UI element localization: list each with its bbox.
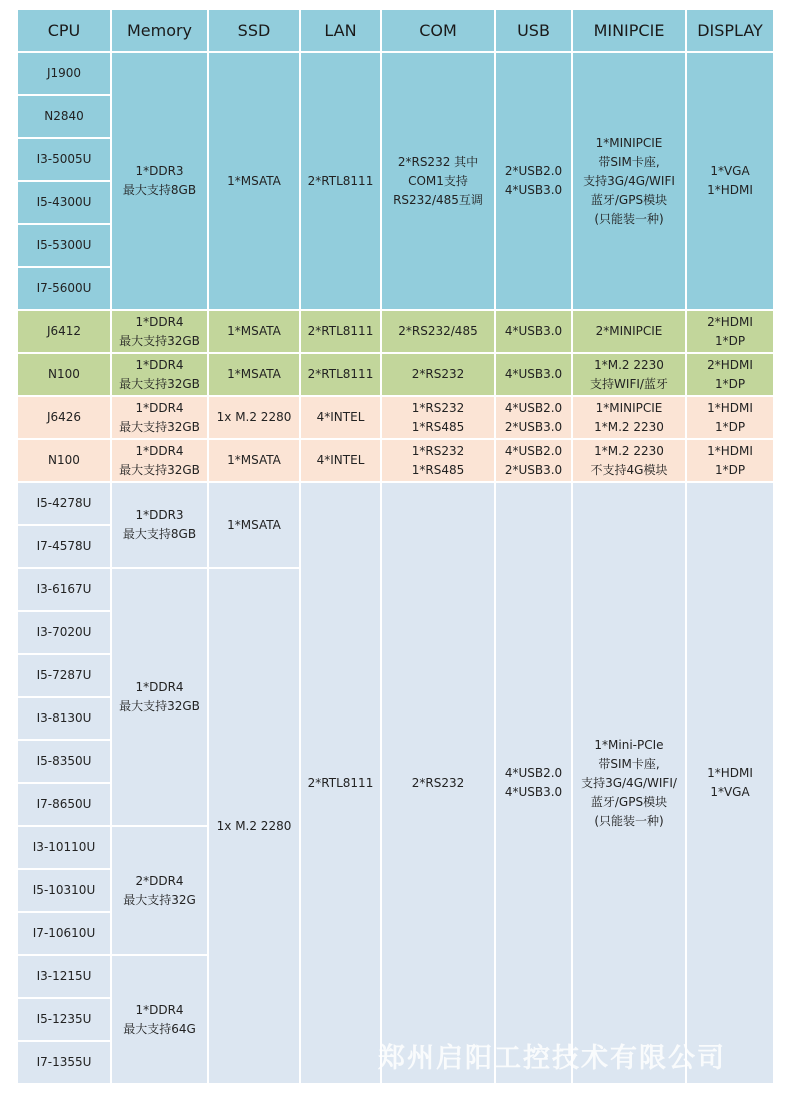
usb-cell: 4*USB3.0 — [496, 311, 571, 352]
display-cell: 2*HDMI 1*DP — [687, 311, 773, 352]
cpu-cell: I7-1355U — [18, 1042, 110, 1083]
table-row — [18, 440, 773, 481]
memory-cell: 1*DDR4 最大支持32GB — [112, 397, 207, 438]
ssd-cell: 1*MSATA — [209, 53, 299, 309]
header-memory: Memory — [112, 10, 207, 51]
cpu-cell: J1900 — [18, 53, 110, 94]
cpu-cell: I3-6167U — [18, 569, 110, 610]
com-cell: 2*RS232 其中 COM1支持 RS232/485互调 — [382, 53, 494, 309]
memory-cell: 1*DDR4 最大支持64G — [112, 956, 207, 1083]
minipcie-cell: 1*MINIPCIE 1*M.2 2230 — [573, 397, 685, 438]
spec-table — [16, 8, 775, 1085]
memory-cell: 1*DDR3 最大支持8GB — [112, 53, 207, 309]
cpu-cell: J6426 — [18, 397, 110, 438]
minipcie-cell: 1*M.2 2230 不支持4G模块 — [573, 440, 685, 481]
cpu-cell: I5-10310U — [18, 870, 110, 911]
company-watermark: 郑州启阳工控技术有限公司 — [378, 1043, 726, 1074]
header-com: COM — [382, 10, 494, 51]
com-cell: 2*RS232/485 — [382, 311, 494, 352]
cpu-cell: I3-10110U — [18, 827, 110, 868]
cpu-cell: I7-10610U — [18, 913, 110, 954]
header-ssd: SSD — [209, 10, 299, 51]
cpu-cell: J6412 — [18, 311, 110, 352]
com-cell: 1*RS232 1*RS485 — [382, 397, 494, 438]
cpu-cell: I3-8130U — [18, 698, 110, 739]
cpu-cell: N2840 — [18, 96, 110, 137]
memory-cell: 1*DDR4 最大支持32GB — [112, 569, 207, 825]
lan-cell: 4*INTEL — [301, 440, 380, 481]
usb-cell: 4*USB2.0 2*USB3.0 — [496, 397, 571, 438]
usb-cell: 2*USB2.0 4*USB3.0 — [496, 53, 571, 309]
cpu-cell: I7-5600U — [18, 268, 110, 309]
table-row — [18, 53, 773, 94]
memory-cell: 1*DDR4 最大支持32GB — [112, 354, 207, 395]
header-lan: LAN — [301, 10, 380, 51]
memory-cell: 1*DDR3 最大支持8GB — [112, 483, 207, 567]
com-cell: 1*RS232 1*RS485 — [382, 440, 494, 481]
ssd-cell: 1x M.2 2280 — [209, 397, 299, 438]
header-row — [18, 10, 773, 51]
ssd-cell: 1*MSATA — [209, 354, 299, 395]
display-cell: 1*HDMI 1*DP — [687, 397, 773, 438]
lan-cell: 4*INTEL — [301, 397, 380, 438]
cpu-cell: I5-5300U — [18, 225, 110, 266]
memory-cell: 1*DDR4 最大支持32GB — [112, 440, 207, 481]
display-cell: 1*HDMI 1*VGA — [687, 483, 773, 1083]
table-row — [18, 354, 773, 395]
minipcie-cell: 1*MINIPCIE 带SIM卡座, 支持3G/4G/WIFI 蓝牙/GPS模块 (只能装一种) — [573, 53, 685, 309]
header-usb: USB — [496, 10, 571, 51]
cpu-cell: I5-1235U — [18, 999, 110, 1040]
cpu-cell: I7-4578U — [18, 526, 110, 567]
display-cell: 1*HDMI 1*DP — [687, 440, 773, 481]
table-row — [18, 311, 773, 352]
memory-cell: 2*DDR4 最大支持32G — [112, 827, 207, 954]
cpu-cell: I3-1215U — [18, 956, 110, 997]
ssd-cell: 1*MSATA — [209, 483, 299, 567]
com-cell: 2*RS232 — [382, 483, 494, 1083]
cpu-cell: I3-5005U — [18, 139, 110, 180]
ssd-cell: 1x M.2 2280 — [209, 569, 299, 1083]
cpu-cell: I5-4300U — [18, 182, 110, 223]
table-row — [18, 397, 773, 438]
cpu-cell: I5-4278U — [18, 483, 110, 524]
com-cell: 2*RS232 — [382, 354, 494, 395]
cpu-cell: N100 — [18, 354, 110, 395]
cpu-cell: N100 — [18, 440, 110, 481]
minipcie-cell: 1*Mini-PCIe 带SIM卡座, 支持3G/4G/WIFI/ 蓝牙/GPS模块 (只能装一种) — [573, 483, 685, 1083]
cpu-cell: I7-8650U — [18, 784, 110, 825]
cpu-cell: I3-7020U — [18, 612, 110, 653]
display-cell: 2*HDMI 1*DP — [687, 354, 773, 395]
header-display: DISPLAY — [687, 10, 773, 51]
lan-cell: 2*RTL8111 — [301, 483, 380, 1083]
cpu-cell: I5-7287U — [18, 655, 110, 696]
lan-cell: 2*RTL8111 — [301, 311, 380, 352]
cpu-cell: I5-8350U — [18, 741, 110, 782]
usb-cell: 4*USB3.0 — [496, 354, 571, 395]
lan-cell: 2*RTL8111 — [301, 354, 380, 395]
ssd-cell: 1*MSATA — [209, 311, 299, 352]
header-cpu: CPU — [18, 10, 110, 51]
usb-cell: 4*USB2.0 2*USB3.0 — [496, 440, 571, 481]
lan-cell: 2*RTL8111 — [301, 53, 380, 309]
minipcie-cell: 1*M.2 2230 支持WIFI/蓝牙 — [573, 354, 685, 395]
display-cell: 1*VGA 1*HDMI — [687, 53, 773, 309]
header-minipcie: MINIPCIE — [573, 10, 685, 51]
ssd-cell: 1*MSATA — [209, 440, 299, 481]
minipcie-cell: 2*MINIPCIE — [573, 311, 685, 352]
memory-cell: 1*DDR4 最大支持32GB — [112, 311, 207, 352]
table-row — [18, 483, 773, 524]
usb-cell: 4*USB2.0 4*USB3.0 — [496, 483, 571, 1083]
